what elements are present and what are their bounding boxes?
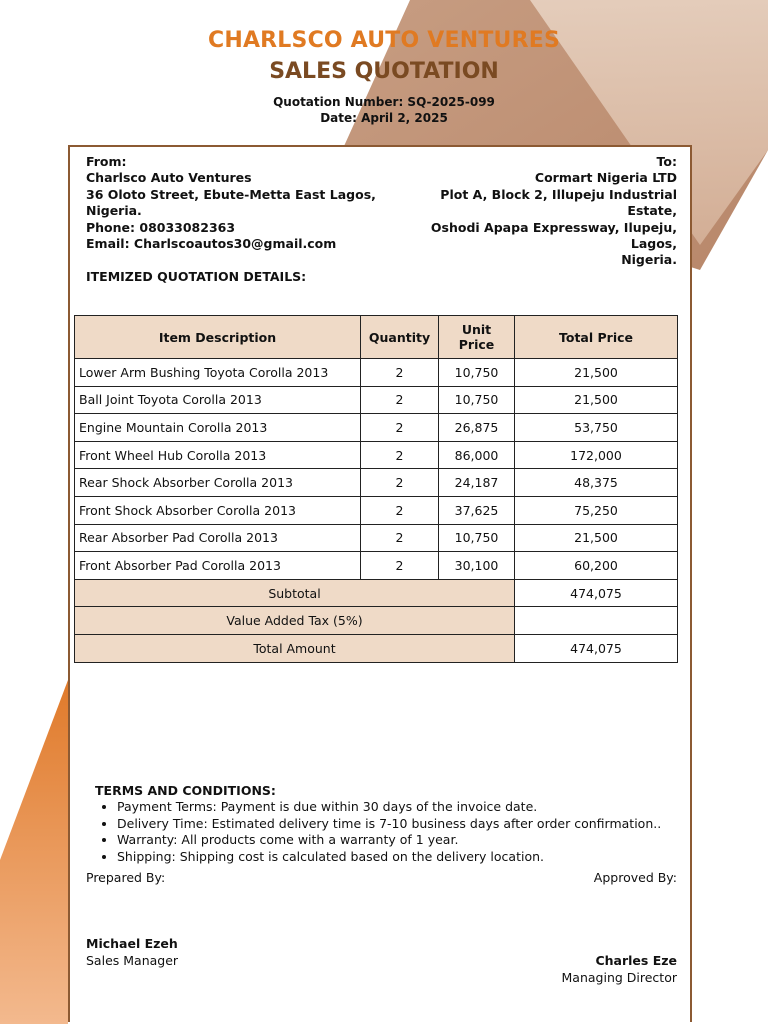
approver-title: Managing Director <box>561 970 677 985</box>
table-row <box>75 552 678 580</box>
item-unit-price: 86,000 <box>439 441 515 469</box>
approver-signature <box>562 952 677 986</box>
table-row <box>75 524 678 552</box>
subtotal-row <box>75 579 678 607</box>
vat-value <box>515 607 678 635</box>
item-quantity: 2 <box>361 469 439 497</box>
item-quantity: 2 <box>361 386 439 414</box>
table-row <box>75 469 678 497</box>
to-label: To: <box>656 154 677 169</box>
preparer-name: Michael Ezeh <box>86 936 178 951</box>
item-unit-price: 10,750 <box>439 359 515 387</box>
from-address-block <box>86 154 386 252</box>
header-total-price: Total Price <box>515 316 678 359</box>
item-unit-price: 10,750 <box>439 386 515 414</box>
item-quantity: 2 <box>361 552 439 580</box>
item-unit-price: 24,187 <box>439 469 515 497</box>
table-row <box>75 359 678 387</box>
from-address-line1: 36 Oloto Street, Ebute-Metta East Lagos, <box>86 186 376 202</box>
item-total-price: 21,500 <box>515 524 678 552</box>
vat-label: Value Added Tax (5%) <box>75 607 515 635</box>
table-row <box>75 414 678 442</box>
table-header-row <box>75 316 678 359</box>
approved-by-label: Approved By: <box>593 870 677 885</box>
item-description: Rear Absorber Pad Corolla 2013 <box>75 524 361 552</box>
approver-name: Charles Eze <box>595 953 677 968</box>
item-description: Front Absorber Pad Corolla 2013 <box>75 552 361 580</box>
quotation-date: Date: April 2, 2025 <box>320 111 448 125</box>
from-email: Email: Charlscoautos30@gmail.com <box>86 236 337 252</box>
item-quantity: 2 <box>361 496 439 524</box>
total-value: 474,075 <box>515 634 678 662</box>
to-address-block <box>387 154 677 269</box>
vat-row <box>75 607 678 635</box>
terms-section <box>95 783 675 865</box>
preparer-title: Sales Manager <box>86 953 179 968</box>
header-quantity: Quantity <box>361 316 439 359</box>
quotation-meta <box>0 94 768 126</box>
quotation-table <box>74 315 678 663</box>
from-name: Charlsco Auto Ventures <box>86 170 252 186</box>
item-total-price: 60,200 <box>515 552 678 580</box>
item-total-price: 21,500 <box>515 359 678 387</box>
from-label: From: <box>86 154 127 169</box>
item-description: Lower Arm Bushing Toyota Corolla 2013 <box>75 359 361 387</box>
header-unit-price: Unit Price <box>439 316 515 359</box>
to-address-line3: Nigeria. <box>621 252 677 268</box>
item-unit-price: 30,100 <box>439 552 515 580</box>
item-description: Ball Joint Toyota Corolla 2013 <box>75 386 361 414</box>
from-phone: Phone: 08033082363 <box>86 219 236 235</box>
item-unit-price: 26,875 <box>439 414 515 442</box>
total-label: Total Amount <box>75 634 515 662</box>
subtotal-value: 474,075 <box>515 579 678 607</box>
to-name: Cormart Nigeria LTD <box>534 170 677 186</box>
terms-item: • Delivery Time: Estimated delivery time is 7-10 business days after order confirmation.. <box>117 816 675 833</box>
prepared-by-label: Prepared By: <box>86 870 166 885</box>
item-description: Rear Shock Absorber Corolla 2013 <box>75 469 361 497</box>
item-quantity: 2 <box>361 524 439 552</box>
terms-item: • Warranty: All products come with a warranty of 1 year. <box>117 832 675 849</box>
terms-item: • Shipping: Shipping cost is calculated based on the delivery location. <box>117 849 675 866</box>
table-row <box>75 496 678 524</box>
document-title: SALES QUOTATION <box>269 59 499 84</box>
header-item-description: Item Description <box>75 316 361 359</box>
item-total-price: 21,500 <box>515 386 678 414</box>
item-total-price: 53,750 <box>515 414 678 442</box>
document-header <box>0 26 768 126</box>
to-address-line1: Plot A, Block 2, Illupeju Industrial Estate, <box>440 186 677 219</box>
item-quantity: 2 <box>361 359 439 387</box>
from-address-line2: Nigeria. <box>86 203 142 219</box>
left-band-shape <box>0 680 68 1024</box>
item-quantity: 2 <box>361 414 439 442</box>
item-total-price: 75,250 <box>515 496 678 524</box>
item-total-price: 48,375 <box>515 469 678 497</box>
item-total-price: 172,000 <box>515 441 678 469</box>
terms-item: • Payment Terms: Payment is due within 30 days of the invoice date. <box>117 799 675 816</box>
preparer-signature <box>86 935 178 969</box>
table-row <box>75 441 678 469</box>
table-row <box>75 386 678 414</box>
company-name: CHARLSCO AUTO VENTURES <box>207 28 561 53</box>
terms-title: TERMS AND CONDITIONS: <box>95 783 276 798</box>
item-description: Front Wheel Hub Corolla 2013 <box>75 441 361 469</box>
section-label: ITEMIZED QUOTATION DETAILS: <box>86 269 307 284</box>
item-description: Engine Mountain Corolla 2013 <box>75 414 361 442</box>
subtotal-label: Subtotal <box>75 579 515 607</box>
to-address-line2: Oshodi Apapa Expressway, Ilupeju, Lagos, <box>430 219 677 252</box>
total-row <box>75 634 678 662</box>
terms-list <box>95 799 675 865</box>
item-quantity: 2 <box>361 441 439 469</box>
item-description: Front Shock Absorber Corolla 2013 <box>75 496 361 524</box>
quotation-number: Quotation Number: SQ-2025-099 <box>273 95 495 109</box>
item-unit-price: 37,625 <box>439 496 515 524</box>
item-unit-price: 10,750 <box>439 524 515 552</box>
